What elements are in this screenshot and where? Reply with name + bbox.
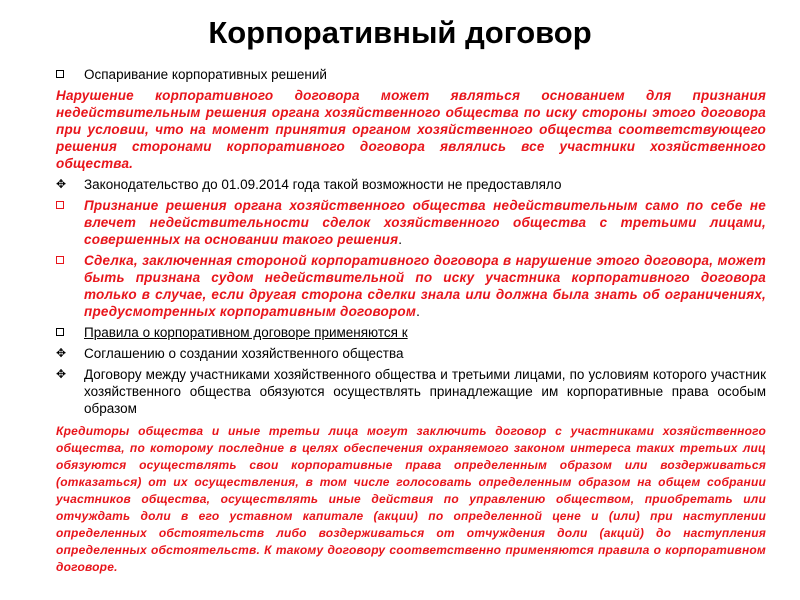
list-item-text: Оспаривание корпоративных решений <box>84 67 327 82</box>
diamond-bullet-icon: ✥ <box>56 346 67 360</box>
diamond-bullet-icon: ✥ <box>56 177 67 191</box>
square-bullet-icon <box>56 252 84 269</box>
list-item <box>56 366 766 417</box>
list-item <box>56 66 766 83</box>
slide-content <box>56 66 766 576</box>
list-item-text: Сделка, заключенная стороной корпоративного договора в нарушение этого договора, может быть признана судом недействительной по иску участника корпоративного договора только в случае, если другая сторона сделки знала или должна была знать об ограничениях, предусмотренных корпоративным договором. <box>84 253 766 319</box>
highlight-paragraph: Кредиторы общества и иные третьи лица могут заключить договор с участниками хозяйственного общества, по которому последние в целях обеспечения охраняемого законом интереса таких третьих лиц обязуются осуществлять свои корпоративные права определенным образом или воздерживаться (отказаться) от их осуществления, в том числе голосовать определенным образом на общем собрании участников общества, осуществлять иные действия по управлению обществом, приобретать или отчуждать доли в его уставном капитале (акции) по определенной цене и (или) при наступлении определенных обстоятельств либо воздерживаться от отчуждения доли (акций) до наступления определенных обстоятельств. К такому договору соответственно применяются правила о корпоративном договоре. <box>56 424 766 574</box>
list-item-text: Договору между участниками хозяйственного общества и третьими лицами, по условиям которого участник хозяйственного общества обязуются осуществлять принадлежащие им корпоративные права особым образом <box>84 367 766 416</box>
square-bullet-icon <box>56 66 84 83</box>
list-item-text: Соглашению о создании хозяйственного общества <box>84 346 404 361</box>
list-item <box>56 252 766 320</box>
list-item <box>56 345 766 362</box>
page-title: Корпоративный договор <box>208 15 592 50</box>
square-bullet-icon <box>56 197 84 214</box>
highlight-paragraph: Нарушение корпоративного договора может являться основанием для признания недействительным решения органа хозяйственного общества по иску стороны этого договора при условии, что на момент принятия органом хозяйственного общества соответствующего решения сторонами корпоративного договора являлись все участники хозяйственного общества. <box>56 88 766 171</box>
list-item-text: Законодательство до 01.09.2014 года такой возможности не предоставляло <box>84 177 562 192</box>
list-item-text: Правила о корпоративном договоре применяются к <box>84 325 408 340</box>
list-item <box>56 197 766 248</box>
list-item <box>56 324 766 341</box>
diamond-bullet-icon: ✥ <box>56 367 67 381</box>
square-bullet-icon <box>56 324 84 341</box>
list-item <box>56 176 766 193</box>
list-item-text: Признание решения органа хозяйственного общества недействительным само по себе не влечет недействительности сделок хозяйственного общества с третьими лицами, совершенных на основании такого решения. <box>84 198 766 247</box>
